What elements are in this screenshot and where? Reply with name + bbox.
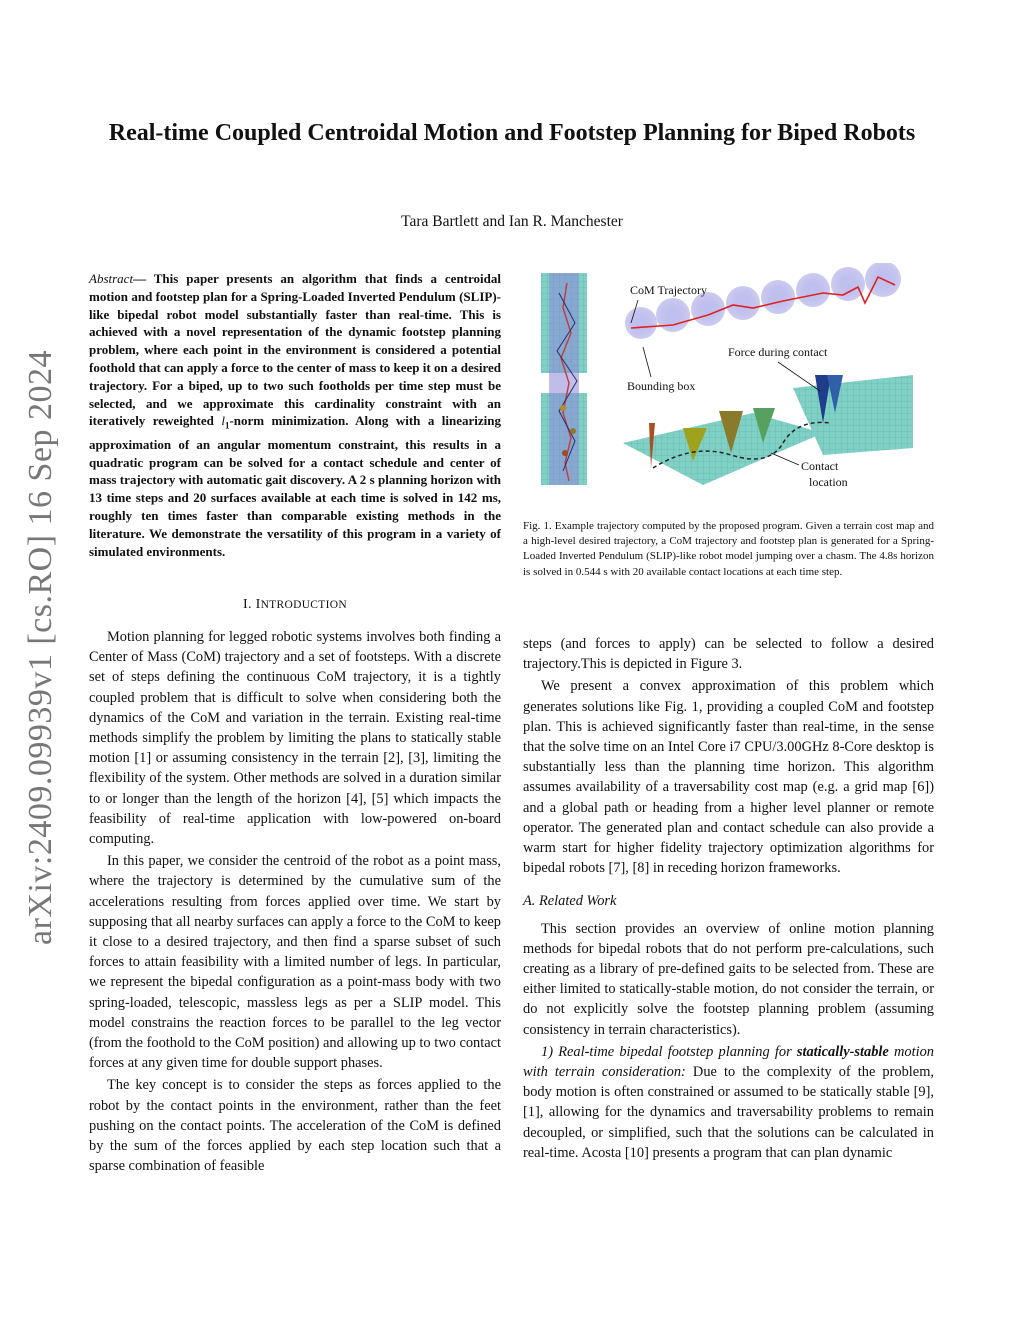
related-work-paragraph: This section provides an overview of online motion planning methods for bipedal robots that do not perform pre-calculations, such creating as a library of pre-defined gaits to be selected from. These are either limited to statically-stable motion, do not consider the terrain, or do not explicitly solve the footstep planning problem (assuming consistency in terrain characteristics).	[523, 920, 934, 1038]
subsubsection-head-after: motion with terrain consideration:	[523, 1043, 934, 1081]
label-contact: Contact	[801, 459, 839, 473]
right-column-body	[523, 634, 934, 1163]
section-numeral: I.	[243, 597, 256, 612]
intro-paragraph: In this paper, we consider the centroid of the robot as a point mass, where the trajectory is determined by the cumulative sum of the accelerations resulting from forces applied over time. We start by supposing that all nearby surfaces can apply a force to the CoM to keep it close to a desired trajectory, and then find a sparse subset of such forces to attain feasibility with a limited number of legs. In particular, we represent the bipedal configuration as a point-mass body with two spring-loaded, telescopic, massless legs as per a SLIP model. This model constrains the reaction forces to be parallel to the leg vector (from the foothold to the CoM position) and allowing up to two contact forces at any given time for double support phases.	[89, 853, 502, 1072]
intro-paragraph: The key concept is to consider the steps as forces applied to the robot by the contact points in the environment, rather than the feet pushing on the contact points. The acceleration of the CoM is defined by the sum of the forces applied by each step location such that a sparse combination of feasible	[89, 1077, 501, 1175]
abstract-math-sub: 1	[224, 420, 230, 431]
figure-1-graphic	[523, 263, 934, 509]
abstract-label: Abstract	[89, 271, 134, 286]
intro-paragraph: Motion planning for legged robotic systems involves both finding a Center of Mass (CoM) trajectory and a set of footsteps. With a discrete set of steps defining the continuous CoM trajectory, it is a tightly coupled problem that is difficult to solve when considering both the dynamics of the CoM and variation in the terrain. Existing real-time methods simplify the problem by limiting the plans to statically stable motion [1] or assuming consistency in the terrain [2], [3], limiting the flexibility of the system. Other methods are solved in a duration similar to or longer than the length of the horizon [4], [5] which impacts the feasibility of real-time application with low-powered on-board computing.	[89, 629, 501, 848]
subsubsection-bold: statically-stable	[796, 1043, 889, 1060]
subsubsection-paragraph	[523, 1042, 934, 1163]
section-first-letter: I	[255, 597, 261, 612]
arxiv-stamp: arXiv:2409.09939v1 [cs.RO] 16 Sep 2024	[22, 349, 59, 945]
introduction-body	[89, 627, 501, 1176]
com-bounding-spheres	[625, 263, 901, 339]
figure-1-caption	[523, 519, 934, 580]
abstract	[89, 270, 501, 560]
figure-1	[523, 263, 934, 509]
abstract-text-1: This paper presents an algorithm that finds a centroidal motion and footstep plan for a Spring-Loaded Inverted Pendulum (SLIP)-like bipedal robot model substantially faster than real-time. This is achieved with a novel representation of the dynamic footstep planning problem, where each point in the environment is considered a potential foothold that can apply a force to the center of mass to keep it on a desired trajectory. For a biped, up to two such footholds per time step must be selected, and we approximate this cardinality constraint with an iteratively reweighted	[89, 271, 501, 429]
right-paragraph: steps (and forces to apply) can be selected to follow a desired trajectory.This is depicted in Figure 3.	[523, 636, 934, 673]
abstract-dash: —	[133, 271, 147, 286]
authors: Tara Bartlett and Ian R. Manchester	[401, 213, 623, 230]
label-force-contact: Force during contact	[728, 345, 828, 359]
label-bounding-box: Bounding box	[627, 379, 696, 393]
abstract-text-2: -norm minimization. Along with a linearizing approximation of an angular momentum constraint, this results in a quadratic program can be solved for a contact schedule and center of mass trajectory with automatic gait discovery. A 2 s planning horizon with 13 time steps and 20 surfaces available at each time is solved in 142 ms, roughly ten times faster than comparable existing methods in the literature. We demonstrate the versatility of this program in a variety of simulated environments.	[89, 413, 501, 559]
paper-title: Real-time Coupled Centroidal Motion and Footstep Planning for Biped Robots	[108, 120, 916, 146]
abstract-math-l: l	[221, 413, 225, 429]
figure-caption-text: Fig. 1. Example trajectory computed by the proposed program. Given a terrain cost map and a high-level desired trajectory, a CoM trajectory and footstep plan is generated for a Spring-Loaded Inverted Pendulum (SLIP)-like robot model jumping over a chasm. The 4.8s horizon is solved in 0.544 s with 20 available contact locations at each time step.	[523, 520, 934, 578]
right-paragraph: We present a convex approximation of this problem which generates solutions like Fig. 1, providing a coupled CoM and footstep plan. This is achieved significantly faster than real-time, in the sense that the solve time on an Intel Core i7 CPU/3.00GHz 8-Core desktop is substantially less than the planning time horizon. This algorithm assumes availability of a traversability cost map (e.g. a grid map [6]) and a global path or heading from a higher level planner or remote operator. The generated plan and contact schedule can also provide a warm start for higher fidelity trajectory optimization algorithms for bipedal robots [7], [8] in receding horizon frameworks.	[523, 678, 934, 877]
label-location: location	[809, 475, 848, 489]
label-com-trajectory: CoM Trajectory	[630, 283, 708, 297]
section-rest: NTRODUCTION	[260, 599, 347, 611]
section-heading-introduction	[89, 595, 501, 615]
subsubsection-num: 1)	[541, 1043, 559, 1060]
subsubsection-text: Due to the complexity of the problem, body motion is often constrained or assumed to be statically stable [9], [1], allowing for the dynamics and traversability problems to remain decoupled, or simplified, such that the solutions can be calculated in real-time. Acosta [10] presents a program that can plan dynamic	[523, 1064, 934, 1161]
subsection-related-work: A. Related Work	[523, 893, 617, 910]
subsubsection-head: Real-time bipedal footstep planning for	[558, 1043, 797, 1060]
